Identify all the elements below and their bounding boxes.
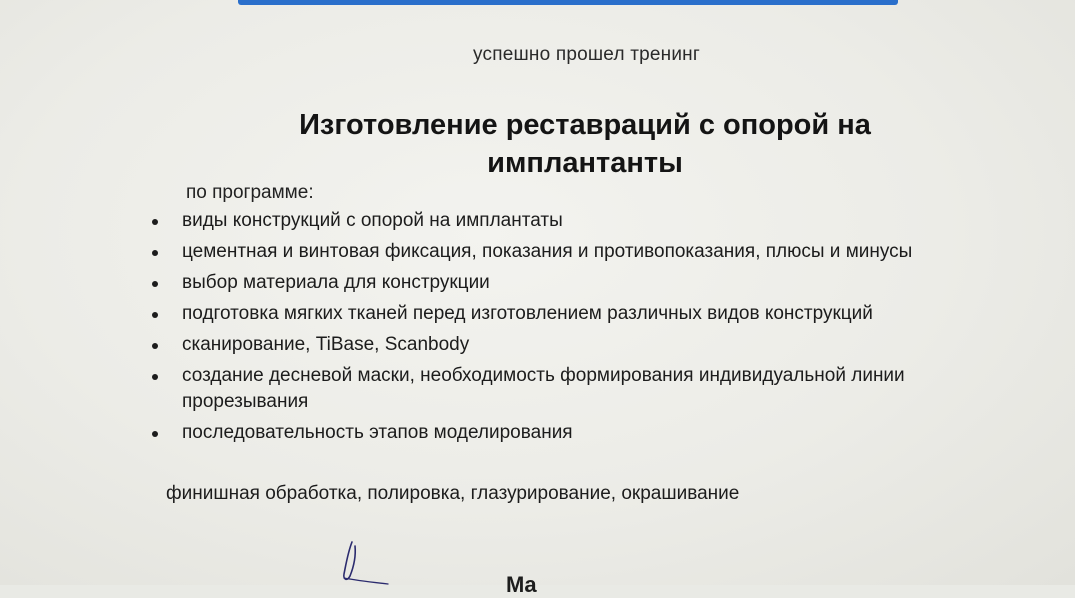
program-item-text: выбор материала для конструкции <box>182 272 490 293</box>
program-list-item <box>148 332 1008 358</box>
signature-stroke <box>330 538 390 585</box>
bullet-dot <box>152 219 158 225</box>
program-item-text: виды конструкций с опорой на имплантаты <box>182 210 563 231</box>
bottom-cut-text: Ma <box>506 572 537 597</box>
training-title-line-1: Изготовление реставраций с опорой на <box>299 109 871 141</box>
program-item-text: подготовка мягких тканей перед изготовлением различных видов конструкций <box>182 303 873 324</box>
program-label: по программе: <box>186 182 314 203</box>
bullet-dot <box>152 343 158 349</box>
program-list-item <box>148 301 1008 327</box>
bullet-dot <box>152 312 158 318</box>
bullet-dot <box>152 431 158 437</box>
bullet-dot <box>152 281 158 287</box>
training-title <box>205 106 965 182</box>
program-list-item <box>148 270 1008 296</box>
program-list-item <box>148 363 1008 415</box>
program-list-item <box>148 420 1008 446</box>
program-final-line: финишная обработка, полировка, глазурирование, окрашивание <box>166 483 740 504</box>
program-item-text: последовательность этапов моделирования <box>182 422 573 443</box>
bullet-dot <box>152 250 158 256</box>
program-list-item <box>148 208 1008 234</box>
certificate-subtitle: успешно прошел тренинг <box>473 44 700 65</box>
program-list-item <box>148 239 1008 265</box>
program-item-text: создание десневой маски, необходимость формирования индивидуальной линии прорезывания <box>182 365 905 412</box>
program-item-text: сканирование, TiBase, Scanbody <box>182 334 470 355</box>
bullet-dot <box>152 374 158 380</box>
program-list <box>148 208 1008 451</box>
top-color-band <box>238 0 898 5</box>
training-title-line-2: имплантанты <box>487 147 683 179</box>
program-item-text: цементная и винтовая фиксация, показания и противопоказания, плюсы и минусы <box>182 241 913 262</box>
